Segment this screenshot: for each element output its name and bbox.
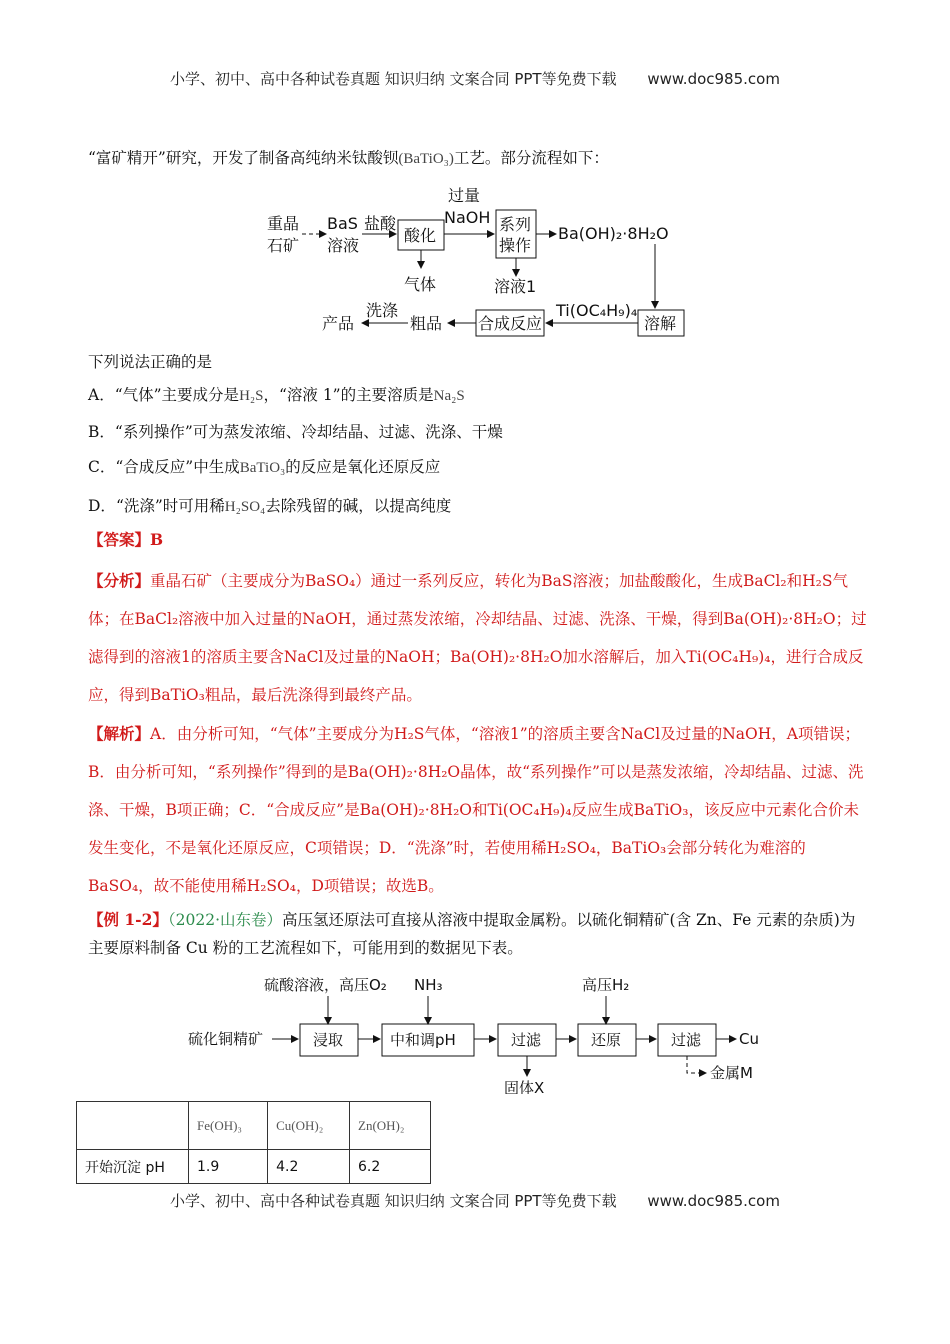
option-a-text-2: ，“溶液 1”的主要溶质是 bbox=[263, 386, 434, 404]
flow1-bas-2: 溶液 bbox=[327, 236, 360, 255]
intro-text-2: 工艺。部分流程如下： bbox=[453, 149, 609, 167]
example-source: （2022·山东卷） bbox=[167, 911, 283, 929]
flow1-dissolve: 溶解 bbox=[644, 314, 677, 333]
explanation-head: 【解析】 bbox=[88, 724, 151, 743]
table-header-cell: Cu(OH)₂ bbox=[268, 1102, 350, 1150]
option-d[interactable] bbox=[88, 494, 451, 516]
intro-paragraph bbox=[88, 146, 868, 171]
flowchart-cu bbox=[186, 962, 786, 1094]
flow2-neutralize: 中和调pH bbox=[390, 1031, 456, 1049]
flow1-series-2: 操作 bbox=[499, 236, 532, 255]
flow2-solid-x: 固体X bbox=[504, 1079, 545, 1094]
table-cell: 1.9 bbox=[189, 1150, 268, 1184]
flow2-ore: 硫化铜精矿 bbox=[188, 1030, 264, 1048]
question-stem: 下列说法正确的是 bbox=[88, 353, 213, 371]
flow2-filter2: 过滤 bbox=[671, 1031, 702, 1049]
option-c-text-1: “合成反应”中生成 bbox=[115, 458, 240, 476]
flow1-gas: 气体 bbox=[404, 275, 437, 294]
footer-text: 小学、初中、高中各种试卷真题 知识归纳 文案合同 PPT等免费下载 bbox=[170, 1192, 617, 1210]
precipitation-table bbox=[76, 1101, 431, 1184]
flow1-naoh-1: 过量 bbox=[448, 186, 481, 205]
option-a-formula-1: H₂S bbox=[239, 388, 264, 404]
table-header-cell: Zn(OH)₂ bbox=[350, 1102, 431, 1150]
flow1-ore-1: 重晶 bbox=[267, 214, 300, 233]
option-a[interactable] bbox=[88, 383, 465, 405]
flow2-reduce: 还原 bbox=[591, 1031, 622, 1049]
flow1-series-1: 系列 bbox=[499, 215, 532, 234]
option-a-formula-2: Na₂S bbox=[433, 388, 465, 404]
footer-url[interactable]: www.doc985.com bbox=[647, 1192, 780, 1210]
answer-line: 【答案】B bbox=[88, 530, 164, 549]
flow1-solution1: 溶液1 bbox=[494, 277, 537, 296]
flow2-metal-m: 金属M bbox=[710, 1064, 753, 1082]
table-header-cell: Fe(OH)₃ bbox=[189, 1102, 268, 1150]
header-text: 小学、初中、高中各种试卷真题 知识归纳 文案合同 PPT等免费下载 bbox=[170, 70, 617, 88]
flow2-filter1: 过滤 bbox=[511, 1031, 542, 1049]
flow1-acidify: 酸化 bbox=[404, 226, 437, 245]
intro-formula: (BaTiO₃) bbox=[398, 151, 454, 167]
flow2-reagent3: 高压H₂ bbox=[582, 976, 630, 994]
flow2-cu: Cu bbox=[739, 1030, 759, 1048]
table-row bbox=[77, 1150, 431, 1184]
flow2-leach: 浸取 bbox=[313, 1031, 344, 1049]
flow1-synth: 合成反应 bbox=[478, 314, 543, 333]
intro-text-1: “富矿精开”研究，开发了制备高纯纳米钛酸钡 bbox=[88, 149, 399, 167]
analysis-head: 【分析】 bbox=[88, 571, 151, 590]
explanation-paragraph bbox=[88, 715, 868, 905]
option-d-text-1: “洗涤”时可用稀 bbox=[115, 497, 225, 515]
flow1-bas-1: BaS bbox=[327, 214, 358, 233]
analysis-paragraph bbox=[88, 562, 868, 714]
explanation-body: A．由分析可知，“气体”主要成分为H₂S气体，“溶液1”的溶质主要含NaCl及过量的NaOH，A项错误；B．由分析可知，“系列操作”得到的是Ba(OH)₂·8H₂O晶体，故“系列操作”可以是蒸发浓缩，冷却结晶、过滤、洗涤、干燥，B项正确；C．“合成反应”是Ba(OH)₂·8H₂O和Ti(OC₄H₉)₄反应生成BaTiO₃，该反应中元素化合价未发生变化，不是氧化还原反应，C项错误；D．“洗涤”时，若使用稀H₂SO₄，BaTiO₃会部分转化为难溶的BaSO₄，故不能使用稀H₂SO₄，D项错误；故选B。 bbox=[88, 725, 864, 895]
page-header bbox=[0, 68, 950, 89]
option-b-label: B． bbox=[88, 423, 115, 441]
flow1-product-ba: Ba(OH)₂·8H₂O bbox=[558, 224, 669, 243]
flow1-product: 产品 bbox=[322, 314, 355, 333]
table-header-cell bbox=[77, 1102, 189, 1150]
table-header-row bbox=[77, 1102, 431, 1150]
example-paragraph bbox=[88, 906, 868, 962]
example-tag: 【例 1-2】 bbox=[88, 910, 168, 929]
option-b-text: “系列操作”可为蒸发浓缩、冷却结晶、过滤、洗涤、干燥 bbox=[114, 423, 503, 441]
flow1-naoh-2: NaOH bbox=[444, 208, 491, 227]
analysis-body: 重晶石矿（主要成分为BaSO₄）通过一系列反应，转化为BaS溶液；加盐酸酸化，生成BaCl₂和H₂S气体；在BaCl₂溶液中加入过量的NaOH，通过蒸发浓缩，冷却结晶、过滤、洗涤、干燥，得到Ba(OH)₂·8H₂O；过滤得到的溶液1的溶质主要含NaCl及过量的NaOH；Ba(OH)₂·8H₂O加水溶解后，加入Ti(OC₄H₉)₄，进行合成反应，得到BaTiO₃粗品，最后洗涤得到最终产品。 bbox=[88, 572, 867, 704]
flow1-ti-reagent: Ti(OC₄H₉)₄ bbox=[556, 301, 638, 320]
page-footer bbox=[0, 1190, 950, 1211]
option-b[interactable] bbox=[88, 420, 503, 442]
option-d-text-2: 去除残留的碱，以提高纯度 bbox=[265, 497, 452, 515]
flow1-acid: 盐酸 bbox=[364, 214, 397, 233]
flow1-ore-2: 石矿 bbox=[267, 236, 300, 255]
example-text: 高压氢还原法可直接从溶液中提取金属粉。以硫化铜精矿(含 Zn、Fe 元素的杂质)为主要原料制备 Cu 粉的工艺流程如下，可能用到的数据见下表。 bbox=[88, 911, 856, 957]
flow2-arrow-m bbox=[687, 1056, 706, 1073]
header-url[interactable]: www.doc985.com bbox=[647, 70, 780, 88]
table-cell: 6.2 bbox=[350, 1150, 431, 1184]
table-cell: 4.2 bbox=[268, 1150, 350, 1184]
option-d-formula: H₂SO₄ bbox=[224, 499, 266, 515]
option-a-text-1: “气体”主要成分是 bbox=[114, 386, 240, 404]
flowchart-bati bbox=[250, 180, 710, 340]
option-a-label: A． bbox=[88, 386, 115, 404]
flow1-crude: 粗品 bbox=[410, 314, 443, 333]
option-d-label: D． bbox=[88, 497, 116, 515]
option-c-label: C． bbox=[88, 458, 116, 476]
option-c-formula: BaTiO₃ bbox=[239, 460, 286, 476]
table-cell: 开始沉淀 pH bbox=[77, 1150, 189, 1184]
option-c-text-2: 的反应是氧化还原反应 bbox=[285, 458, 441, 476]
option-c[interactable] bbox=[88, 455, 440, 477]
flow1-wash: 洗涤 bbox=[366, 301, 399, 320]
flow2-reagent2: NH₃ bbox=[414, 976, 443, 994]
flow2-reagent1: 硫酸溶液，高压O₂ bbox=[264, 976, 387, 994]
